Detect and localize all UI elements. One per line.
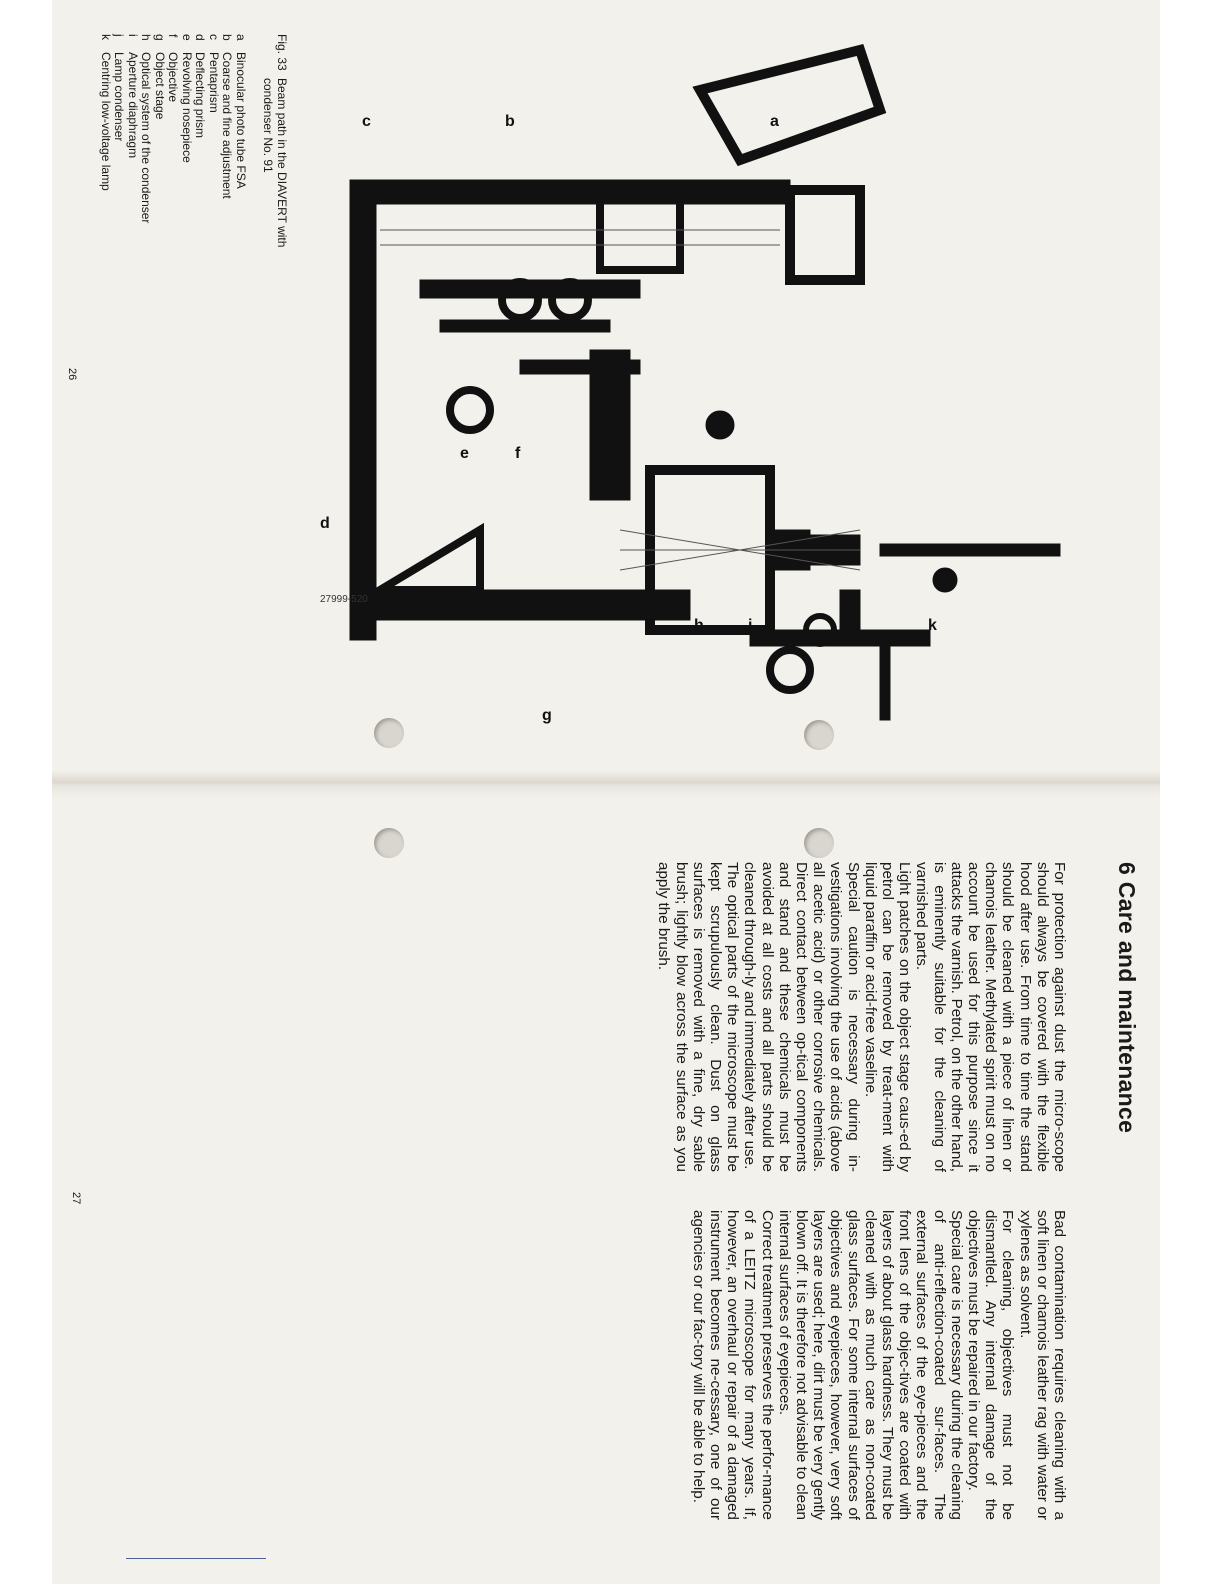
label-h: h [694, 617, 704, 634]
paragraph: Special care is necessary during the cleaning of anti-reflection-coated sur-faces. The external surfaces of the eye-pieces and the front lens of the objec-tives are coated with layers of about glass hardness. They must be cleaned with as much care as non-coated glass surfaces. For some internal surfaces of objectives and eyepieces, however, very soft layers are used; here, dirt must be very gently blown off. It is therefore not advisable to clean internal surfaces of eyepieces. [775, 1210, 965, 1520]
eyepiece-port [790, 190, 860, 280]
label-f: f [515, 445, 521, 462]
legend-item: i Aperture diaphragm [126, 34, 140, 159]
legend-item: e Revolving nosepiece [180, 34, 194, 163]
focus-wheel [450, 390, 490, 430]
paragraph: Light patches on the object stage caus-ed by petrol can be removed by treat-ment with liquid paraffin or acid-free vaseline. [861, 862, 914, 1172]
label-e: e [460, 445, 469, 462]
legend-item: f Objective [166, 34, 181, 103]
legend-item: d Deflecting prism [193, 34, 208, 139]
legend-item: g Object stage [153, 34, 167, 120]
pentaprism [380, 530, 480, 590]
frame-bar [440, 320, 610, 332]
text-column-1 [655, 862, 1068, 1172]
pivot [706, 411, 734, 439]
punch-hole [804, 828, 834, 858]
object-stage [750, 630, 930, 646]
paragraph: Correct treatment preserves the perfor-mance of a LEITZ microscope for many years. If, however, an overhaul or repair of a damaged instrument becomes ne-cessary, one of our agencies or our fac-tory will be able to help. [689, 1210, 776, 1520]
page-gutter [52, 770, 1160, 798]
power-cable [880, 544, 1060, 556]
punch-hole [374, 828, 404, 858]
objective [770, 650, 810, 690]
label-d: d [320, 515, 330, 532]
paragraph: Bad contamination requires cleaning with a soft linen or chamois leather rag with water or xylenes as solvent. [1016, 1210, 1068, 1520]
legend-item: k Centring low-voltage lamp [99, 34, 113, 191]
legend-item: h Optical system of the condenser [139, 34, 154, 224]
base-plate [350, 590, 690, 620]
frame-bar [350, 180, 376, 640]
section-title: 6 Care and maintenance [1114, 862, 1140, 1134]
label-i: i [748, 617, 753, 634]
text-column-2 [690, 1210, 1068, 1520]
paragraph: For protection against dust the micro-scope should always be covered with the flexible hood after use. From time to time the stand should be cleaned with a piece of linen or chamois leather. Methylated spirit must on no account be used for this purpose since it attacks the varnish. Petrol, on the other hand, is eminently suitable for the cleaning of varnished parts. [913, 862, 1068, 1172]
legend-item: a Binocular photo tube FSA [234, 34, 248, 189]
figure-number: Fig. 33 [275, 34, 289, 71]
legend-item: b Coarse and fine adjustment [220, 34, 235, 199]
microscope-diagram [320, 30, 1080, 730]
figure-code: 27999-520 [320, 594, 368, 605]
label-a: a [770, 113, 779, 130]
paragraph: For cleaning, objectives must not be dismantled. Any internal damage of the objectives must be repaired in our factory. [964, 1210, 1017, 1520]
frame-bar [350, 180, 790, 204]
label-c: c [362, 113, 371, 130]
figure-caption [99, 34, 289, 374]
paragraph: Special caution is necessary during in-vestigations involving the use of acids (above all acetic acid) or other corrosive chemicals. Direct contact between op-tical components and stand and these chemicals must be avoided at all costs and all parts should be cleaned through-ly and immediately after use. [741, 862, 862, 1172]
caption-line-2: condenser No. 91 [261, 78, 276, 173]
binocular-tube [700, 50, 880, 160]
scan-artifact-line [126, 1558, 266, 1559]
stage-arm [880, 630, 890, 720]
caption-line-1: Beam path in the DIAVERT with [275, 78, 289, 248]
adjustment-block [600, 200, 680, 270]
legend-item: c Pentaprism [207, 34, 221, 113]
paragraph: The optical parts of the microscope must be kept scrupulously clean. Dust on glass surfaces is removed with a fine, dry sable brush; lightly blow across the surface as you apply the brush. [655, 862, 742, 1172]
label-b: b [505, 113, 515, 130]
frame-bar [520, 360, 640, 374]
adjust-knob [933, 568, 957, 592]
label-k: k [928, 617, 937, 634]
label-j: j [856, 617, 861, 634]
page-number-right: 27 [70, 1192, 82, 1205]
figure-legend [99, 34, 248, 374]
legend-item: j Lamp condenser [112, 34, 127, 142]
page-number-left: 26 [66, 368, 78, 381]
label-g: g [542, 707, 552, 724]
